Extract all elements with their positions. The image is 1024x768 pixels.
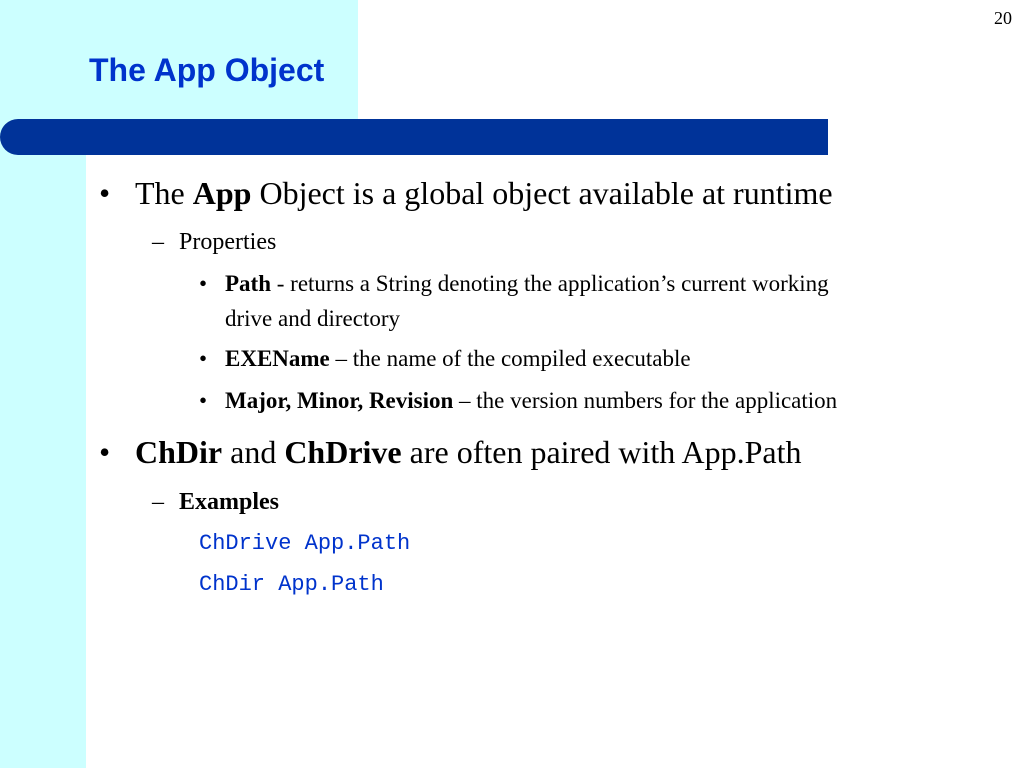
examples-heading: Examples	[179, 489, 280, 515]
sub-bullet-marker: •	[199, 388, 208, 413]
bullet-text-bold: ChDir	[135, 434, 223, 470]
property-desc: – the version numbers for the application	[453, 388, 838, 413]
bullet-text-bold: App	[192, 175, 252, 211]
bullet-text-pre: The	[135, 175, 193, 211]
code-line: ChDir App.Path	[199, 572, 384, 597]
property-name: EXEName	[225, 346, 330, 371]
title-underline-bar	[0, 119, 828, 155]
property-name: Path	[225, 271, 271, 296]
bullet-chdir	[135, 434, 802, 471]
property-desc: – the name of the compiled executable	[329, 346, 691, 371]
sub-bullet-marker: •	[199, 346, 208, 371]
bullet-text-mid: and	[222, 434, 285, 470]
property-name: Major, Minor, Revision	[225, 388, 454, 413]
bullet-app-object	[135, 175, 833, 212]
dash-marker: –	[152, 229, 164, 255]
dash-marker: –	[152, 489, 164, 515]
sub-bullet-marker: •	[199, 271, 208, 296]
property-desc: - returns a String denoting the application’s current working	[271, 271, 829, 296]
property-path-continued: drive and directory	[225, 306, 400, 331]
bullet-marker: •	[99, 434, 111, 470]
property-version	[225, 388, 837, 414]
properties-heading: Properties	[179, 229, 277, 255]
slide-number: 20	[994, 8, 1012, 28]
property-path	[225, 271, 829, 297]
code-line: ChDrive App.Path	[199, 531, 411, 556]
bullet-marker: •	[99, 175, 111, 211]
bullet-text-post: are often paired with App.Path	[401, 434, 802, 470]
left-accent-band	[0, 0, 86, 768]
property-exename	[225, 346, 691, 372]
bullet-text-post: Object is a global object available at runtime	[251, 175, 833, 211]
slide-title: The App Object	[89, 52, 325, 88]
bullet-text-bold: ChDrive	[284, 434, 402, 470]
